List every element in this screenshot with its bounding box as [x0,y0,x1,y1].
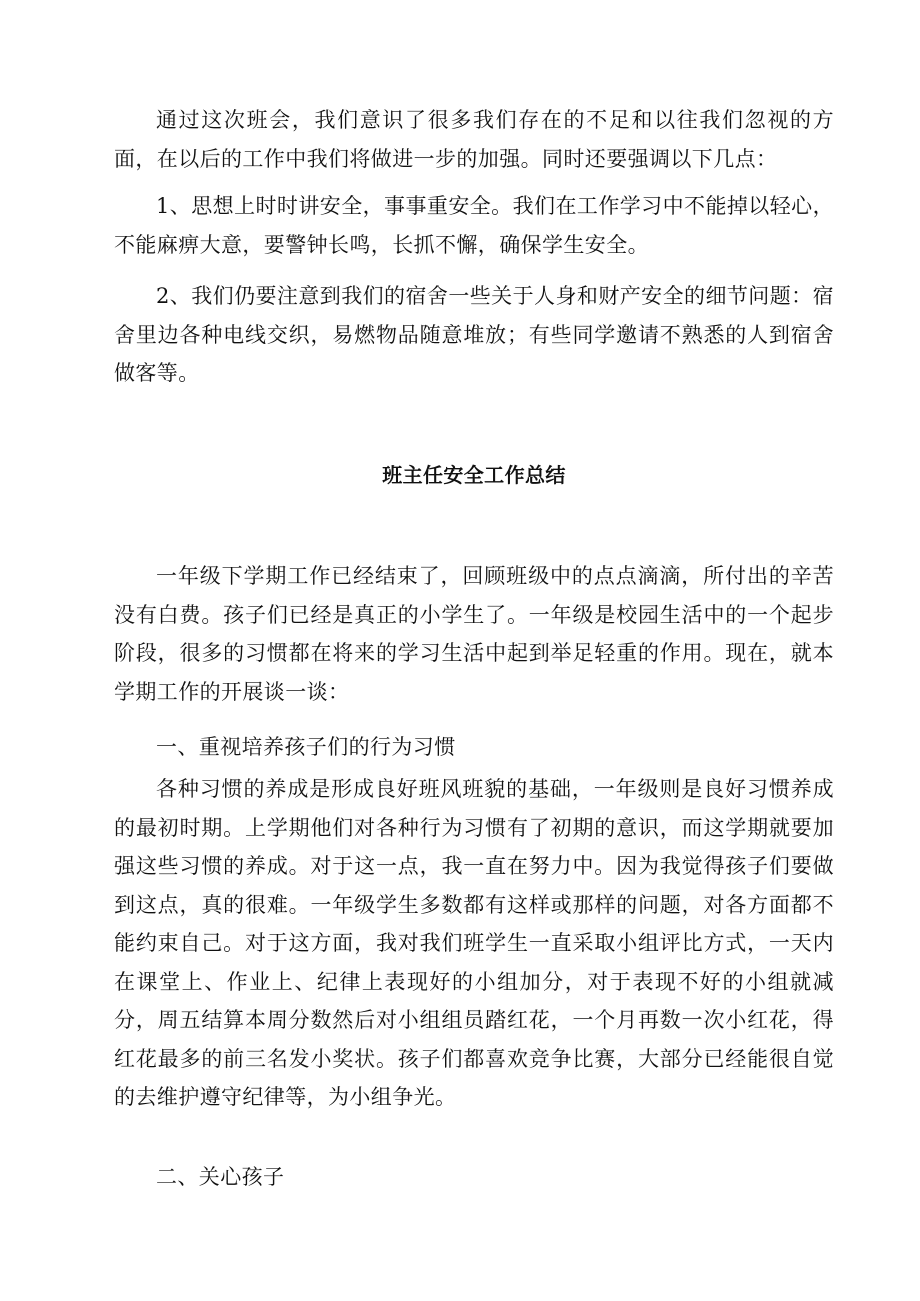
intro-paragraph-3: 2、我们仍要注意到我们的宿舍一些关于人身和财产安全的细节问题：宿舍里边各种电线交织，易燃物品随意堆放；有些同学邀请不熟悉的人到宿舍做客等。 [114,284,834,385]
section-heading-1: 一、重视培养孩子们的行为习惯 [156,735,456,759]
section-heading-2: 二、关心孩子 [156,1165,285,1189]
body-paragraph-2: 各种习惯的养成是形成良好班风班貌的基础，一年级则是良好习惯养成的最初时期。上学期他们对各种行为习惯有了初期的意识，而这学期就要加强这些习惯的养成。对于这一点，我一直在努力中。因为我觉得孩子们要做到这点，真的很难。一年级学生多数都有这样或那样的问题，对各方面都不能约束自己。对于这方面，我对我们班学生一直采取小组评比方式，一天内在课堂上、作业上、纪律上表现好的小组加分，对于表现不好的小组就减分，周五结算本周分数然后对小组组员踏红花，一个月再数一次小红花，得红花最多的前三名发小奖状。孩子们都喜欢竞争比赛，大部分已经能很自觉的去维护遵守纪律等，为小组争光。 [114,777,834,1109]
body-paragraph-1: 一年级下学期工作已经结束了，回顾班级中的点点滴滴，所付出的辛苦没有白费。孩子们已经是真正的小学生了。一年级是校园生活中的一个起步阶段，很多的习惯都在将来的学习生活中起到举足轻重的作用。现在，就本学期工作的开展谈一谈： [114,564,834,704]
document-title: 班主任安全工作总结 [382,463,566,487]
intro-paragraph-2: 1、思想上时时讲安全，事事重安全。我们在工作学习中不能掉以轻心，不能麻痹大意，要警钟长鸣，长抓不懈，确保学生安全。 [114,194,834,257]
intro-paragraph-1: 通过这次班会，我们意识了很多我们存在的不足和以往我们忽视的方面，在以后的工作中我们将做进一步的加强。同时还要强调以下几点： [114,108,834,171]
